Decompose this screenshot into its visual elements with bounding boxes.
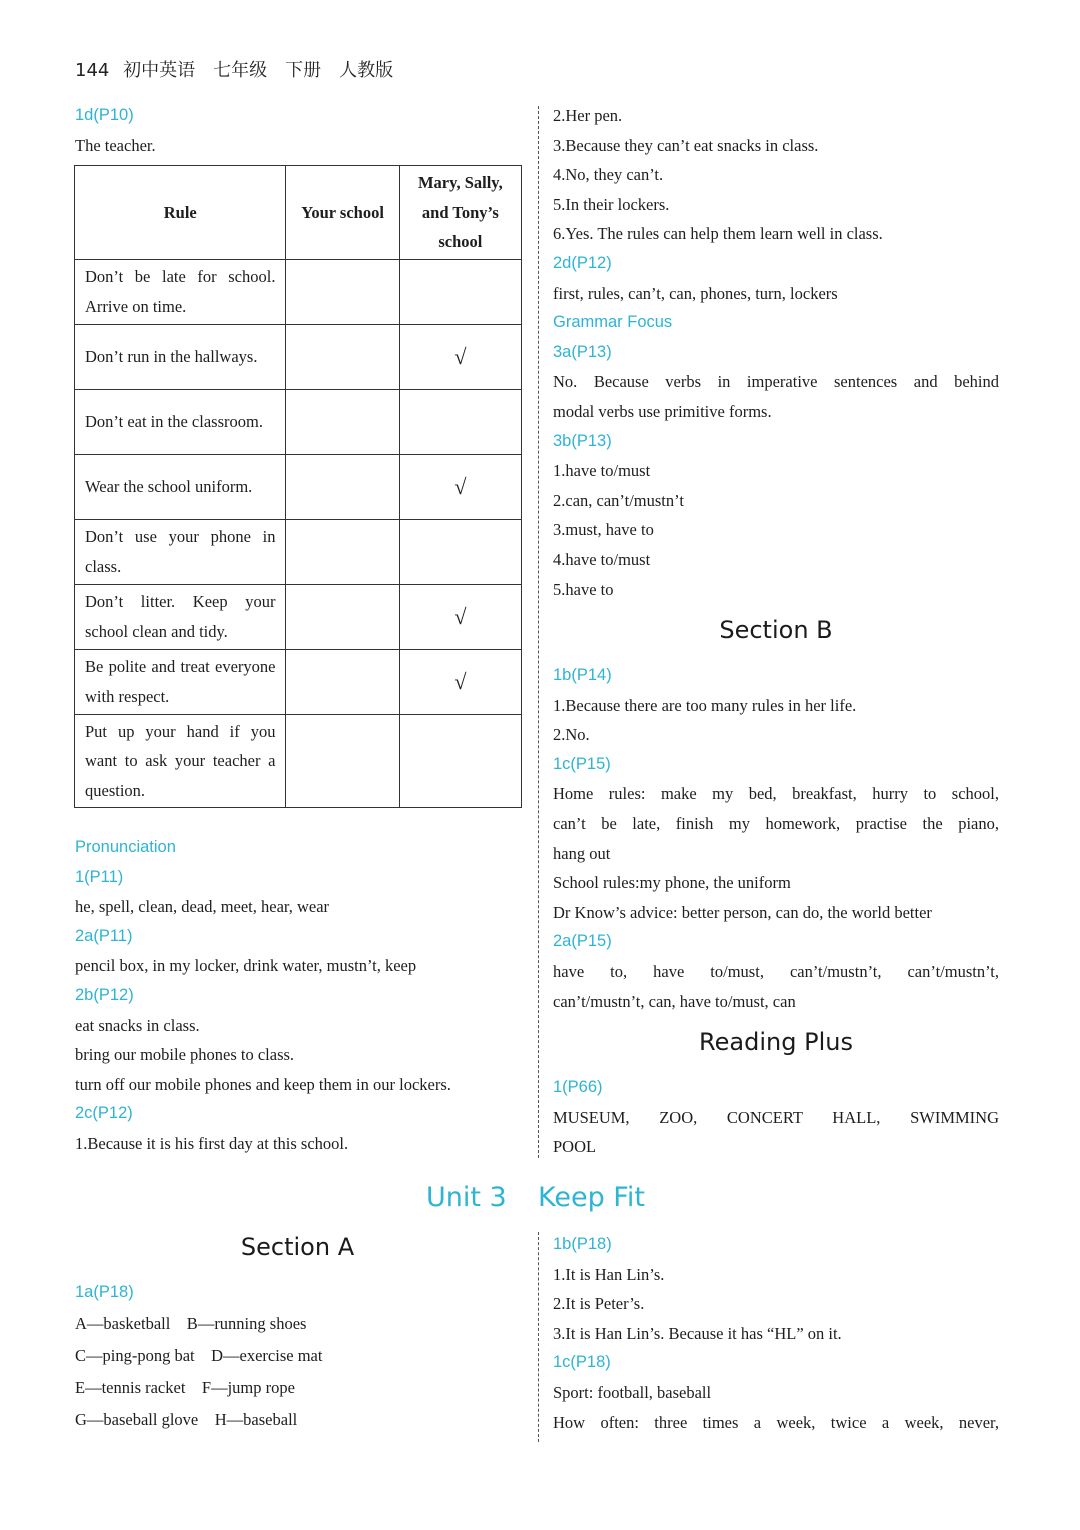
page-number: 144 xyxy=(75,60,110,81)
label-1c-p15: 1c(P15) xyxy=(553,754,611,773)
their-school-cell xyxy=(399,715,521,808)
header-their-school: Mary, Sally, and Tony’s school xyxy=(399,166,521,260)
label-1-p66: 1(P66) xyxy=(553,1078,603,1096)
left-top-intro xyxy=(75,101,525,160)
table-header-row xyxy=(75,166,522,260)
grammar-focus-heading: Grammar Focus xyxy=(553,313,673,332)
your-school-cell xyxy=(286,585,399,650)
label-1d: 1d(P10) xyxy=(75,106,134,124)
right-top-block xyxy=(553,101,999,604)
answer-3a-line: No. Because verbs in imperative sentences and behind xyxy=(553,372,999,392)
header-your-school: Your school xyxy=(286,166,399,260)
your-school-cell xyxy=(286,390,399,455)
rule-cell: Don’t eat in the classroom. xyxy=(75,390,286,455)
rule-cell: Don’t use your phone in class. xyxy=(75,520,286,585)
pronunciation-heading: Pronunciation xyxy=(75,838,176,856)
answer-1c-p18-line: How often: three times a week, twice a week, never, xyxy=(553,1412,999,1432)
answer-1b-p18-line: 1.It is Han Lin’s. xyxy=(553,1264,665,1284)
answer-1c-line: School rules:my phone, the uniform xyxy=(553,873,791,893)
answer-3a-line: modal verbs use primitive forms. xyxy=(553,401,772,421)
answer-2b-line: eat snacks in class. xyxy=(75,1015,200,1035)
answer-3b-line: 3.must, have to xyxy=(553,520,654,540)
table-row xyxy=(75,325,522,390)
answer-1a-line: E—tennis racket F—jump rope xyxy=(75,1377,295,1397)
label-1b-p18: 1b(P18) xyxy=(553,1235,612,1253)
answer-2c-line: 2.Her pen. xyxy=(553,106,623,125)
answer-3b-line: 2.can, can’t/mustn’t xyxy=(553,490,684,510)
reading-plus-heading: Reading Plus xyxy=(699,1028,853,1056)
answer-1c-line: can’t be late, finish my homework, practise the piano, xyxy=(553,813,999,833)
right-bottom-block xyxy=(553,1230,999,1437)
answer-2c-line: 4.No, they can’t. xyxy=(553,165,664,185)
table-row xyxy=(75,520,522,585)
unit-number: Unit 3 xyxy=(426,1182,507,1213)
table-row xyxy=(75,715,522,808)
answer-1c-line: Dr Know’s advice: better person, can do, the world better xyxy=(553,902,932,922)
answer-2d: first, rules, can’t, can, phones, turn, lockers xyxy=(553,283,838,303)
answer-2c-line: 1.Because it is his first day at this school. xyxy=(75,1133,349,1153)
label-1b-p14: 1b(P14) xyxy=(553,666,612,684)
section-a-heading: Section A xyxy=(240,1233,355,1261)
their-school-cell xyxy=(399,260,521,325)
answer-2b-line: bring our mobile phones to class. xyxy=(75,1045,295,1065)
left-pronunciation-block xyxy=(75,833,520,1159)
label-3b-p13: 3b(P13) xyxy=(553,431,612,450)
rule-cell: Don’t be late for school. Arrive on time. xyxy=(75,260,286,325)
answer-1c-line: Home rules: make my bed, breakfast, hurry to school, xyxy=(553,784,999,804)
answer-1a-line: G—baseball glove H—baseball xyxy=(75,1409,298,1429)
your-school-cell xyxy=(286,455,399,520)
label-2d-p12: 2d(P12) xyxy=(553,253,612,272)
your-school-cell xyxy=(286,520,399,585)
check-mark-icon: √ xyxy=(399,325,521,390)
section-b-heading: Section B xyxy=(719,616,833,644)
page-header xyxy=(75,56,393,82)
answer-1c-p18-line: Sport: football, baseball xyxy=(553,1382,712,1402)
rule-cell: Don’t run in the hallways. xyxy=(75,325,286,390)
rules-table xyxy=(74,165,522,808)
answer-1a-line: A—basketball B—running shoes xyxy=(75,1313,307,1333)
label-2b-p12: 2b(P12) xyxy=(75,985,134,1004)
label-1a-p18: 1a(P18) xyxy=(75,1283,134,1301)
answer-2a-p11: pencil box, in my locker, drink water, mustn’t, keep xyxy=(75,956,417,976)
book-title: 初中英语 七年级 下册 人教版 xyxy=(123,60,394,81)
table-row xyxy=(75,390,522,455)
rule-cell: Wear the school uniform. xyxy=(75,455,286,520)
answer-1-p11: he, spell, clean, dead, meet, hear, wear xyxy=(75,897,330,917)
check-mark-icon: √ xyxy=(399,455,521,520)
answer-2c-line: 5.In their lockers. xyxy=(553,194,670,214)
answer-2a-p15-line: can’t/mustn’t, can, have to/must, can xyxy=(553,991,796,1011)
answer-1b-p18-line: 2.It is Peter’s. xyxy=(553,1294,645,1314)
answer-3b-line: 4.have to/must xyxy=(553,549,651,569)
column-divider-bottom xyxy=(538,1232,539,1442)
their-school-cell xyxy=(399,520,521,585)
answer-2b-line: turn off our mobile phones and keep them in our lockers. xyxy=(75,1074,451,1094)
table-row xyxy=(75,455,522,520)
answer-1b-line: 1.Because there are too many rules in her life. xyxy=(553,695,857,715)
their-school-cell xyxy=(399,390,521,455)
rule-cell: Put up your hand if you want to ask your teacher a question. xyxy=(75,715,286,808)
label-2a-p15: 2a(P15) xyxy=(553,932,612,951)
reading-plus-block xyxy=(553,1073,999,1162)
left-bottom-block xyxy=(75,1278,520,1436)
label-1-p11: 1(P11) xyxy=(75,867,124,886)
unit-name: Keep Fit xyxy=(538,1182,645,1213)
answer-1-p66-line: MUSEUM, ZOO, CONCERT HALL, SWIMMING xyxy=(553,1107,999,1127)
answer-3b-line: 1.have to/must xyxy=(553,461,651,481)
answer-2a-p15-line: have to, have to/must, can’t/mustn’t, can’t/mustn’t, xyxy=(553,961,999,981)
your-school-cell xyxy=(286,260,399,325)
check-mark-icon: √ xyxy=(399,585,521,650)
label-2a-p11: 2a(P11) xyxy=(75,926,133,945)
table-row xyxy=(75,650,522,715)
answer-1-p66-line: POOL xyxy=(553,1137,597,1157)
table-row xyxy=(75,585,522,650)
answer-1b-p18-line: 3.It is Han Lin’s. Because it has “HL” on it. xyxy=(553,1323,842,1343)
header-rule: Rule xyxy=(75,166,286,260)
check-mark-icon: √ xyxy=(399,650,521,715)
answer-1b-line: 2.No. xyxy=(553,725,590,745)
answer-2c-line: 3.Because they can’t eat snacks in class. xyxy=(553,135,819,155)
rule-cell: Be polite and treat everyone with respect. xyxy=(75,650,286,715)
section-b-block xyxy=(553,661,999,1016)
your-school-cell xyxy=(286,650,399,715)
rule-cell: Don’t litter. Keep your school clean and tidy. xyxy=(75,585,286,650)
your-school-cell xyxy=(286,325,399,390)
column-divider-top xyxy=(538,106,539,1158)
answer-1c-line: hang out xyxy=(553,843,611,863)
answer-2c-line: 6.Yes. The rules can help them learn well in class. xyxy=(553,224,883,244)
label-2c-p12: 2c(P12) xyxy=(75,1104,133,1123)
your-school-cell xyxy=(286,715,399,808)
answer-1d: The teacher. xyxy=(75,135,156,155)
answer-1a-line: C—ping-pong bat D—exercise mat xyxy=(75,1345,323,1365)
answer-3b-line: 5.have to xyxy=(553,579,614,599)
label-3a-p13: 3a(P13) xyxy=(553,342,612,361)
label-1c-p18: 1c(P18) xyxy=(553,1353,611,1372)
table-row xyxy=(75,260,522,325)
